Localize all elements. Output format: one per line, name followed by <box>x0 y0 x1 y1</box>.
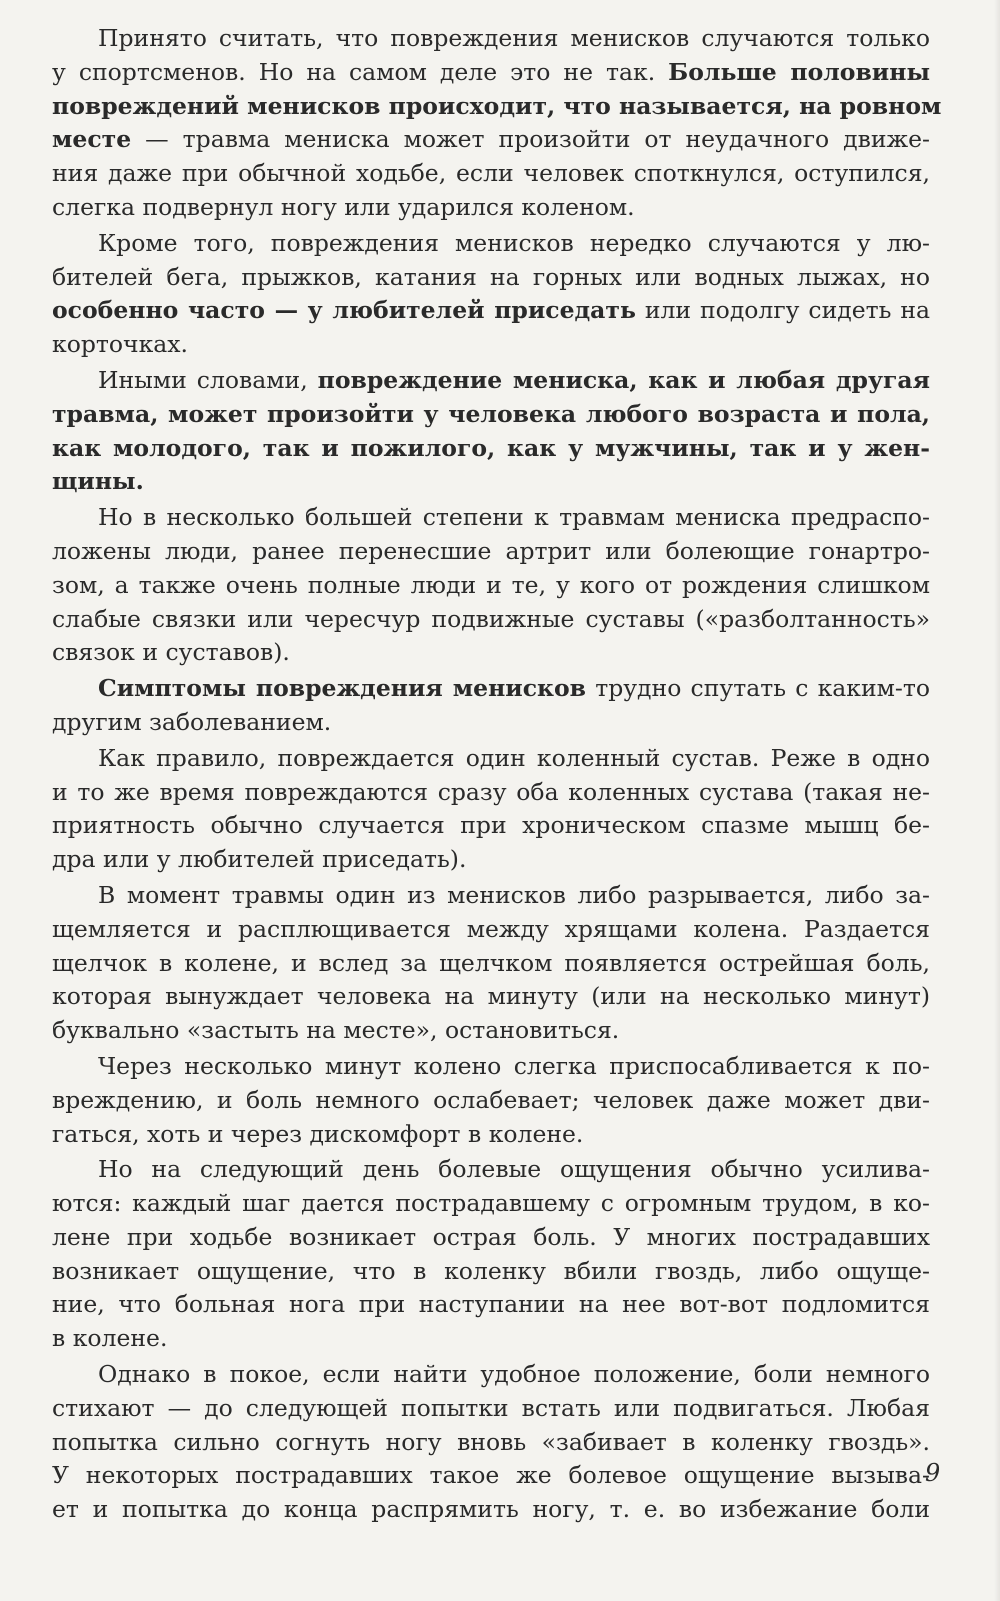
text-line <box>52 1288 930 1322</box>
bold-text: Больше половины <box>668 57 930 86</box>
bold-text: Симптомы повреждения менисков <box>98 674 586 703</box>
text-run: приятность обычно случается при хроническом спазме мышц бе- <box>52 811 930 840</box>
text-run: гаться, хоть и через дискомфорт в колене. <box>52 1119 584 1148</box>
text-line <box>52 432 930 466</box>
text-line <box>52 742 930 776</box>
text-run: в колене. <box>52 1324 168 1353</box>
page-number: 9 <box>925 1459 941 1487</box>
text-line <box>52 1392 930 1426</box>
text-line <box>52 22 930 56</box>
text-run: Но на следующий день болевые ощущения обычно усилива- <box>98 1155 930 1184</box>
text-run: корточках. <box>52 330 188 359</box>
text-run: Но в несколько большей степени к травмам мениска предраспо- <box>98 503 930 532</box>
bold-text: особенно часто — у любителей приседать <box>52 296 636 325</box>
text-line <box>52 1358 930 1392</box>
text-run: лене при ходьбе возникает острая боль. У многих пострадавших <box>52 1222 930 1251</box>
paragraph <box>52 1358 930 1527</box>
page-body <box>52 22 942 1529</box>
text-line <box>52 636 930 670</box>
text-line <box>52 501 930 535</box>
paragraph <box>52 364 930 499</box>
text-line <box>52 1118 930 1152</box>
text-line <box>52 1459 930 1493</box>
text-run: слегка подвернул ногу или ударился коленом. <box>52 192 635 221</box>
text-line <box>52 1255 930 1289</box>
text-line <box>52 947 930 981</box>
text-line <box>52 328 930 362</box>
text-run: вреждению, и боль немного ослабевает; человек даже может дви- <box>52 1085 930 1114</box>
bold-text: травма, может произойти у человека любого возраста и пола, <box>52 399 930 428</box>
text-line <box>52 603 930 637</box>
text-run: Через несколько минут колено слегка приспосабливается к по- <box>98 1051 930 1080</box>
paragraph <box>52 501 930 670</box>
text-run: у спортсменов. Но на самом деле это не так. <box>52 57 669 86</box>
text-line <box>52 913 930 947</box>
text-line <box>52 1187 930 1221</box>
text-line <box>52 465 930 499</box>
text-run: или подолгу сидеть на <box>635 296 930 325</box>
text-run: слабые связки или чересчур подвижные суставы («разболтанность» <box>52 604 930 633</box>
text-line <box>52 1153 930 1187</box>
bold-text: повреждений менисков происходит, что называется, на ровном <box>52 91 942 120</box>
paragraph <box>52 227 930 362</box>
text-run: В момент травмы один из менисков либо разрывается, либо за- <box>98 880 930 909</box>
text-line <box>52 980 930 1014</box>
paragraph <box>52 22 942 225</box>
text-line <box>52 672 930 706</box>
text-run: стихают — до следующей попытки встать или подвигаться. Любая <box>52 1393 930 1422</box>
text-run: ются: каждый шаг дается пострадавшему с огромным трудом, в ко- <box>52 1189 930 1218</box>
text-run: и то же время повреждаются сразу оба коленных сустава (такая не- <box>52 777 930 806</box>
text-run: зом, а также очень полные люди и те, у кого от рождения слишком <box>52 570 930 599</box>
paragraph <box>52 1153 930 1356</box>
text-line <box>52 123 930 157</box>
text-line <box>52 1426 930 1460</box>
text-line <box>52 843 930 877</box>
text-line <box>52 56 930 90</box>
text-run: ложены люди, ранее перенесшие артрит или болеющие гонартро- <box>52 536 930 565</box>
text-run: щемляется и расплющивается между хрящами колена. Раздается <box>52 914 930 943</box>
text-run: буквально «застыть на месте», остановиться. <box>52 1016 620 1045</box>
text-run: — травма мениска может произойти от неудачного движе- <box>131 125 930 154</box>
text-run: Как правило, повреждается один коленный сустав. Реже в одно <box>98 743 930 772</box>
text-line <box>52 809 930 843</box>
text-line <box>52 1050 930 1084</box>
text-line <box>52 1493 930 1527</box>
text-line <box>52 398 930 432</box>
text-line <box>52 191 930 225</box>
text-line <box>52 364 930 398</box>
text-run: которая вынуждает человека на минуту (или на несколько минут) <box>52 982 930 1011</box>
text-run: другим заболеванием. <box>52 707 332 736</box>
text-line <box>52 776 930 810</box>
text-run: ние, что больная нога при наступании на нее вот-вот подломится <box>52 1290 930 1319</box>
bold-text: повреждение мениска, как и любая другая <box>317 365 930 394</box>
text-run: Принято считать, что повреждения менисков случаются только <box>98 24 930 52</box>
text-line <box>52 706 930 740</box>
text-line <box>52 1221 930 1255</box>
text-line <box>52 261 930 295</box>
text-run: ния даже при обычной ходьбе, если человек споткнулся, оступился, <box>52 159 930 188</box>
text-line <box>52 1322 930 1356</box>
text-run: возникает ощущение, что в коленку вбили гвоздь, либо ощуще- <box>52 1256 930 1285</box>
text-run: дра или у любителей приседать). <box>52 845 467 874</box>
text-run: У некоторых пострадавших такое же болевое ощущение вызыва- <box>52 1461 930 1490</box>
text-line <box>52 1014 930 1048</box>
text-line <box>52 535 930 569</box>
paragraph <box>52 879 930 1048</box>
text-run: Иными словами, <box>98 365 318 394</box>
text-line <box>52 569 930 603</box>
text-run: связок и суставов). <box>52 638 290 667</box>
page-edge-shadow <box>994 0 1000 1601</box>
text-line <box>52 90 942 124</box>
paragraph <box>52 742 930 877</box>
text-line <box>52 227 930 261</box>
text-line <box>52 157 930 191</box>
text-run: попытка сильно согнуть ногу вновь «забивает в коленку гвоздь». <box>52 1427 930 1456</box>
text-line <box>52 294 930 328</box>
text-run: ет и попытка до конца распрямить ногу, т. е. во избежание боли <box>52 1495 930 1524</box>
text-run: Однако в покое, если найти удобное положение, боли немного <box>98 1360 930 1389</box>
text-run: трудно спутать с каким-то <box>585 674 930 703</box>
bold-text: щины. <box>52 467 144 496</box>
bold-text: месте <box>52 125 132 154</box>
paragraph <box>52 1050 930 1151</box>
text-line <box>52 879 930 913</box>
bold-text: как молодого, так и пожилого, как у мужчины, так и у жен- <box>52 433 930 462</box>
text-line <box>52 1084 930 1118</box>
text-run: бителей бега, прыжков, катания на горных или водных лыжах, но <box>52 262 930 291</box>
text-run: щелчок в колене, и вслед за щелчком появляется острейшая боль, <box>52 948 930 977</box>
text-run: Кроме того, повреждения менисков нередко случаются у лю- <box>98 228 930 257</box>
paragraph <box>52 672 930 740</box>
